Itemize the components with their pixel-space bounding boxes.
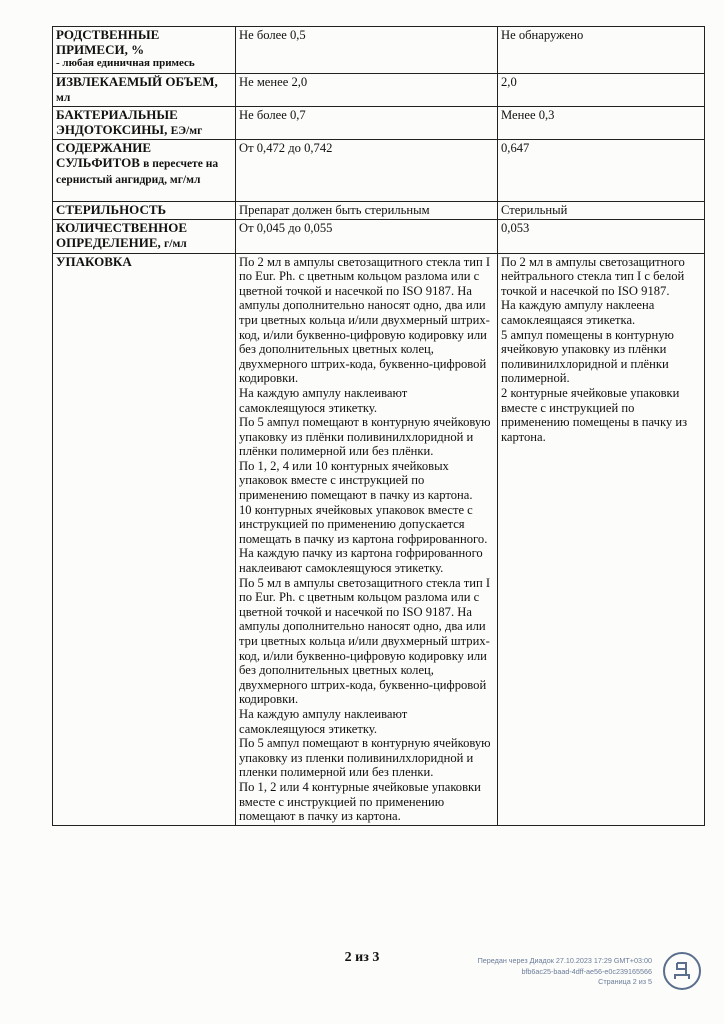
specification-table xyxy=(52,26,705,826)
param-name: СОДЕРЖАНИЕ СУЛЬФИТОВ xyxy=(56,140,152,170)
param-cell xyxy=(53,220,236,253)
param-cell: УПАКОВКА xyxy=(53,253,236,825)
edo-stamp xyxy=(456,956,652,988)
result-cell: 2,0 xyxy=(498,74,705,107)
result-cell: 0,053 xyxy=(498,220,705,253)
stamp-document-id: bfb6ac25-baad-4dff-ae56-e0c239165566 xyxy=(521,966,652,976)
param-cell xyxy=(53,140,236,202)
param-name: РОДСТВЕННЫЕ ПРИМЕСИ, % xyxy=(56,27,160,57)
diadoc-glyph-icon xyxy=(671,960,693,982)
param-name: КОЛИЧЕСТВЕННОЕ ОПРЕДЕЛЕНИЕ, xyxy=(56,220,187,250)
param-cell xyxy=(53,74,236,107)
param-cell: СТЕРИЛЬНОСТЬ xyxy=(53,202,236,220)
stamp-page-count: Страница 2 из 5 xyxy=(598,977,652,986)
norm-cell: Не более 0,5 xyxy=(236,27,498,74)
param-sub: - любая единичная примесь xyxy=(56,57,195,70)
result-cell: Не обнаружено xyxy=(498,27,705,74)
table-row xyxy=(53,202,705,220)
table-row xyxy=(53,74,705,107)
diadoc-logo-icon xyxy=(663,952,701,990)
norm-cell: Не более 0,7 xyxy=(236,107,498,140)
norm-cell: От 0,472 до 0,742 xyxy=(236,140,498,202)
param-name: ИЗВЛЕКАЕМЫЙ ОБЪЕМ, xyxy=(56,74,218,89)
page-number: 2 из 3 xyxy=(344,950,380,965)
table-row xyxy=(53,253,705,825)
param-unit: мл xyxy=(56,91,71,104)
norm-cell: По 2 мл в ампулы светозащитного стекла тип I по Eur. Ph. с цветным кольцом разлома или с цветной точкой и насечкой по ISO 9187. На ампулы дополнительно наносят одно, два или три цветных кольца и/или двухмерный штрих-код, и/или буквенно-цифровую кодировку или без дополнительных цветных колец, двухмерного штрих-кода, буквенно-цифровой кодировки. На каждую ампулу наклеивают самоклеящуюся этикетку. По 5 ампул помещают в контурную ячейковую упаковку из плёнки поливинилхлоридной и плёнки полимерной или без плёнки. По 1, 2, 4 или 10 контурных ячейковых упаковок вместе с инструкцией по применению помещают в пачку из картона. 10 контурных ячейковых упаковок вместе с инструкцией по применению допускается помещать в пачку из картона гофрированного. На каждую пачку из картона гофрированного наклеивают самоклеящуюся этикетку. По 5 мл в ампулы светозащитного стекла тип I по Eur. Ph. с цветным кольцом разлома или с цветной точкой и насечкой по ISO 9187. На ампулы дополнительно наносят одно, два или три цветных кольца и/или двухмерный штрих-код, и/или буквенно-цифровую кодировку или без дополнительных цветных колец, двухмерного штрих-кода, буквенно-цифровой кодировки. На каждую ампулу наклеивают самоклеящуюся этикетку. По 5 ампул помещают в контурную ячейковую упаковку из пленки поливинилхлоридной и пленки полимерной или без пленки. По 1, 2 или 4 контурные ячейковые упаковки вместе с инструкцией по применению помещают в пачку из картона. xyxy=(236,253,498,825)
table-row xyxy=(53,220,705,253)
norm-cell: Препарат должен быть стерильным xyxy=(236,202,498,220)
param-name: БАКТЕРИАЛЬНЫЕ ЭНДОТОКСИНЫ, xyxy=(56,107,178,137)
result-cell: Менее 0,3 xyxy=(498,107,705,140)
param-unit: в пересчете на сернистый ангидрид, мг/мл xyxy=(56,157,219,186)
param-unit: ЕЭ/мг xyxy=(170,124,203,137)
table-row xyxy=(53,140,705,202)
result-cell: По 2 мл в ампулы светозащитного нейтрального стекла тип I с белой точкой и насечкой по ISO 9187. На каждую ампулу наклеена самоклеящаяся этикетка. 5 ампул помещены в контурную ячейковую упаковку из плёнки поливинилхлоридной и плёнки полимерной. 2 контурные ячейковые упаковки вместе с инструкцией по применению помещены в пачку из картона. xyxy=(498,253,705,825)
table-row xyxy=(53,107,705,140)
stamp-transfer-line: Передан через Диадок 27.10.2023 17:29 GMT+03:00 xyxy=(477,956,652,965)
table-row xyxy=(53,27,705,74)
param-cell xyxy=(53,27,236,74)
norm-cell: От 0,045 до 0,055 xyxy=(236,220,498,253)
norm-cell: Не менее 2,0 xyxy=(236,74,498,107)
param-unit: г/мл xyxy=(164,237,187,250)
param-cell xyxy=(53,107,236,140)
result-cell: Стерильный xyxy=(498,202,705,220)
result-cell: 0,647 xyxy=(498,140,705,202)
